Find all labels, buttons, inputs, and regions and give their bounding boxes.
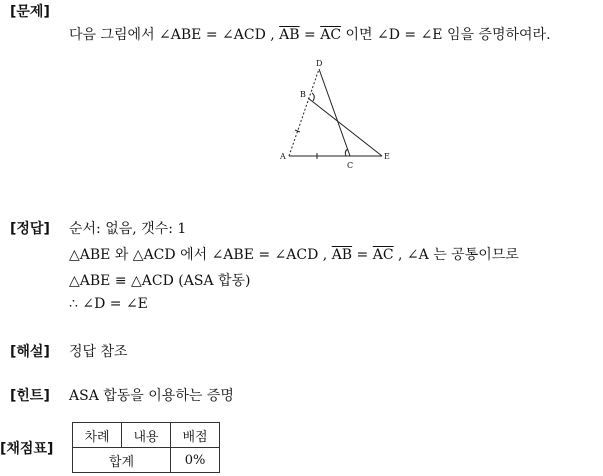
explanation-text: 정답 참조	[69, 344, 128, 360]
answer-line-3: △ABE ≡ △ACD (ASA 합동)	[69, 273, 251, 289]
segment-line-be	[308, 98, 382, 156]
angle-mark-b	[312, 93, 314, 101]
hint-label: [힌트]	[10, 388, 50, 404]
total-value-cell: 0%	[171, 448, 220, 473]
point-label-d: D	[316, 60, 323, 68]
answer-segment-ac: $\overline{AC}$	[372, 247, 394, 263]
point-label-b: B	[300, 90, 306, 99]
problem-text-post: 이면 ∠D = ∠E 임을 증명하여라.	[341, 27, 551, 43]
table-header-cell: 내용	[122, 423, 171, 448]
table-header-cell: 배점	[171, 423, 220, 448]
scoring-table	[72, 422, 220, 473]
answer-label: [정답]	[10, 221, 50, 237]
table-row	[73, 423, 220, 448]
problem-label: [문제]	[10, 4, 50, 20]
answer-line-2	[69, 244, 519, 264]
hint-text: ASA 합동을 이용하는 증명	[69, 388, 234, 404]
table-row	[73, 448, 220, 473]
point-label-e: E	[384, 152, 390, 161]
segment-ac: $\overline{AC}$	[320, 27, 342, 43]
problem-text	[69, 24, 551, 44]
segment-line-ad	[289, 69, 319, 156]
segment-line-dc	[319, 69, 350, 156]
segment-ab: $\overline{AB}$	[279, 27, 300, 43]
point-label-c: C	[347, 161, 354, 170]
point-label-a: A	[280, 152, 286, 161]
answer-line-1: 순서: 없음, 갯수: 1	[69, 221, 187, 237]
problem-eq: =	[299, 27, 321, 43]
answer-line-4: ∴ ∠D = ∠E	[69, 296, 148, 312]
scoring-label: [채점표]	[0, 441, 54, 457]
explanation-label: [해설]	[10, 344, 50, 360]
total-label-cell: 합계	[73, 448, 171, 473]
answer-line-2-pre: △ABE 와 △ACD 에서 ∠ABE = ∠ACD ,	[69, 247, 332, 263]
table-header-cell: 차례	[73, 423, 122, 448]
answer-line-2-eq: =	[352, 247, 373, 263]
answer-segment-ab: $\overline{AB}$	[331, 247, 353, 263]
problem-text-pre: 다음 그림에서 ∠ABE = ∠ACD ,	[69, 27, 280, 43]
triangle-figure	[280, 60, 400, 175]
answer-line-2-post: , ∠A 는 공통이므로	[393, 247, 519, 263]
